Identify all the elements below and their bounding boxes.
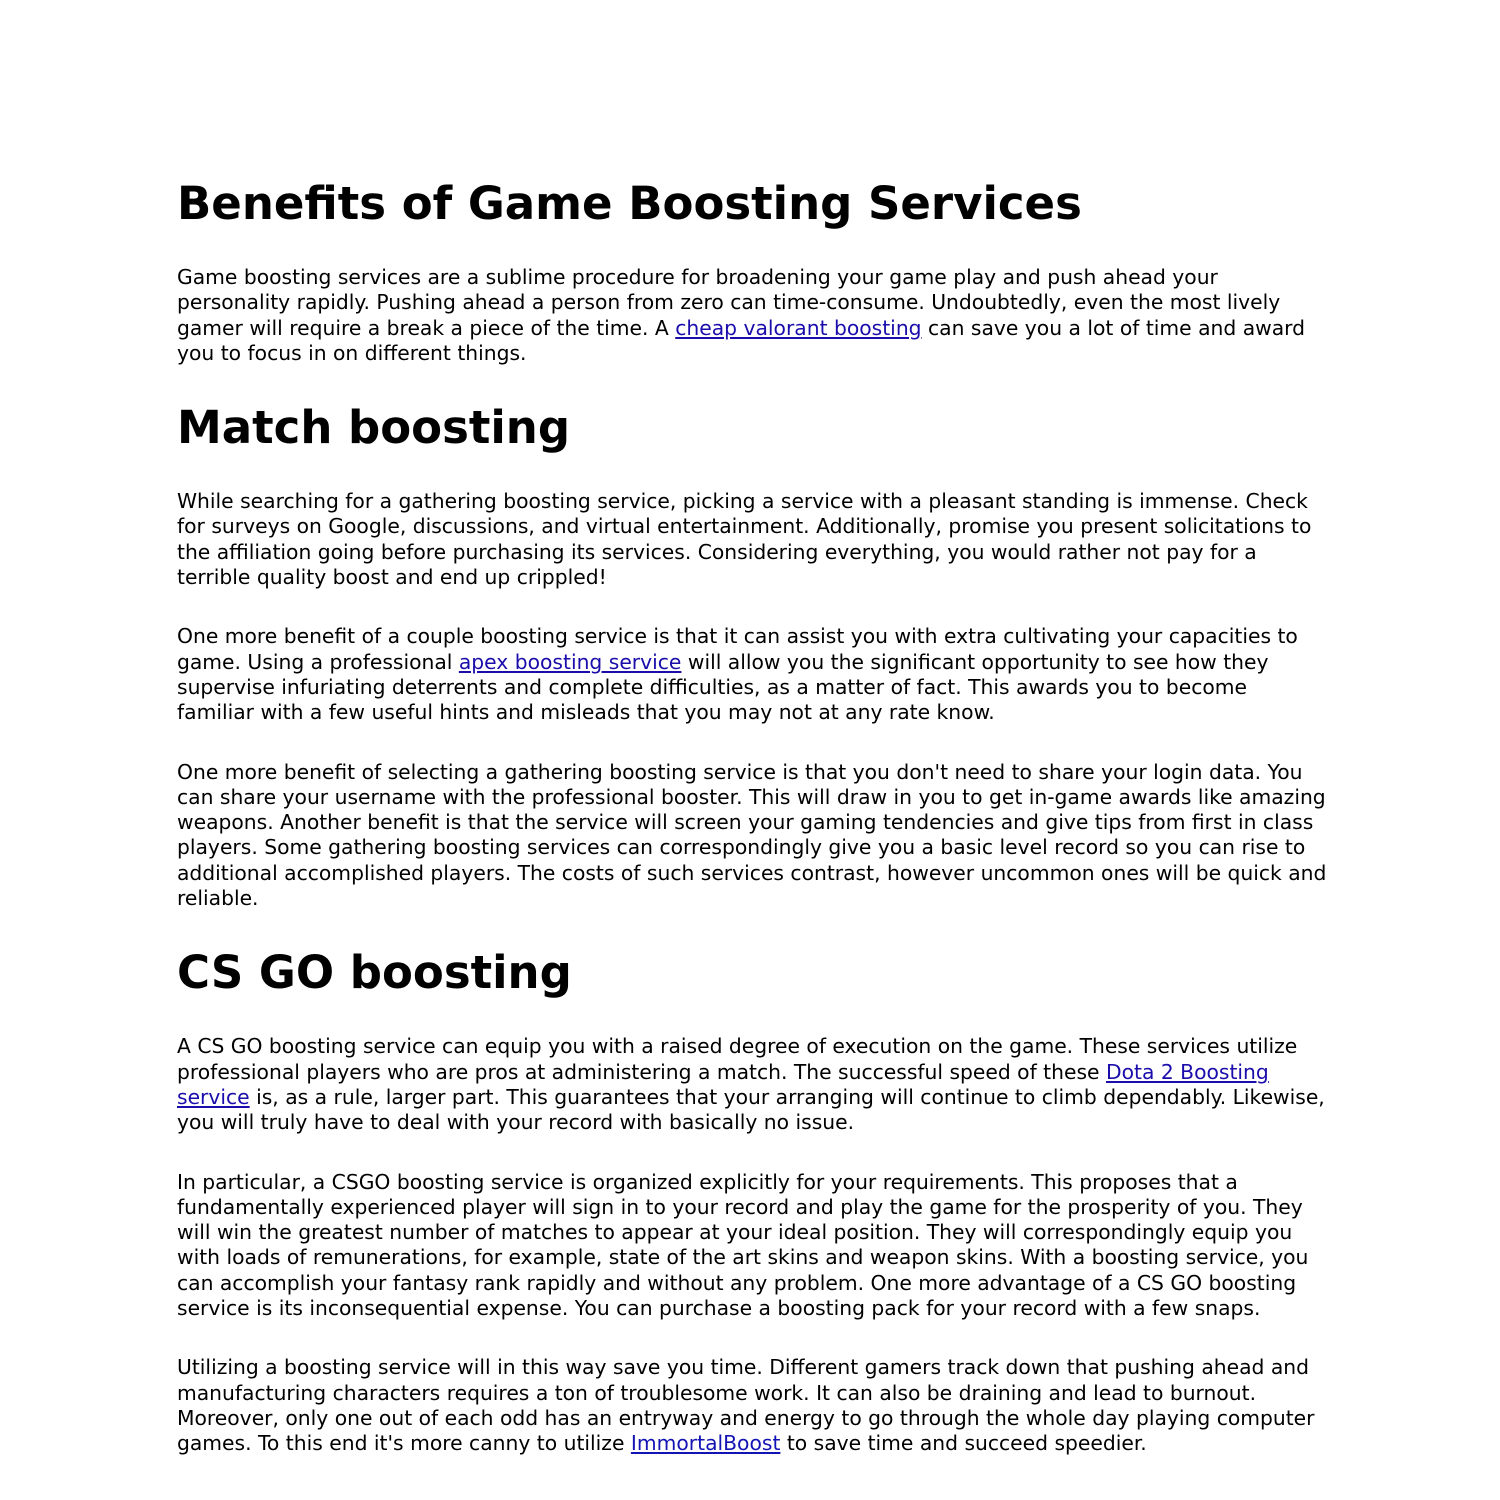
article-body xyxy=(177,176,1327,1457)
immortalboost-link[interactable]: ImmortalBoost xyxy=(630,1431,781,1456)
csgo-p1-text-before: A CS GO boosting service can equip you with a raised degree of execution on the game. These services utilize professional players who are pros at administering a match. The successful speed of these xyxy=(177,1034,1298,1084)
match-boosting-paragraph-2 xyxy=(177,624,1327,725)
section-heading-cs-go-boosting: CS GO boosting xyxy=(177,946,572,1000)
csgo-p3-text-after: to save time and succeed speedier. xyxy=(780,1431,1147,1456)
intro-text-before: Game boosting services are a sublime procedure for broadening your game play and push ahead your personality rapidly. Pushing ahead a person from zero can time-consume. Undoubtedly, even the most lively gamer will require a break a piece of the time. A xyxy=(177,265,1281,340)
apex-boosting-service-link[interactable]: apex boosting service xyxy=(458,649,682,674)
csgo-p3-text-before: Utilizing a boosting service will in this way save you time. Different gamers track down that pushing ahead and manufacturing characters requires a ton of troublesome work. It can also be draining and lead to burnout. Moreover, only one out of each odd has an entryway and energy to go through the whole day playing computer games. To this end it's more canny to utilize xyxy=(177,1355,1315,1456)
intro-text-after: can save you a lot of time and award you to focus in on different things. xyxy=(177,315,1305,365)
csgo-boosting-paragraph-3 xyxy=(177,1355,1327,1456)
csgo-boosting-paragraph-1 xyxy=(177,1034,1327,1135)
match-p2-text-before: One more benefit of a couple boosting service is that it can assist you with extra cultivating your capacities to game. Using a professional xyxy=(177,624,1298,674)
cheap-valorant-boosting-link[interactable]: cheap valorant boosting xyxy=(675,315,922,340)
csgo-p1-text-after: is, as a rule, larger part. This guarantees that your arranging will continue to climb dependably. Likewise, you will truly have to deal with your record with basically no issue. xyxy=(177,1084,1325,1135)
intro-paragraph xyxy=(177,265,1327,366)
section-heading-match-boosting: Match boosting xyxy=(177,401,571,455)
match-boosting-paragraph-3: One more benefit of selecting a gathering boosting service is that you don't need to share your login data. You can share your username with the professional booster. This will draw in you to get in-game awards like amazing weapons. Another benefit is that the service will screen your gaming tendencies and give tips from first in class players. Some gathering boosting services can correspondingly give you a basic level record so you can rise to additional accomplished players. The costs of such services contrast, however uncommon ones will be quick and reliable. xyxy=(177,759,1327,911)
match-p2-text-after: will allow you the significant opportunity to see how they supervise infuriating deterrents and complete difficulties, as a matter of fact. This awards you to become familiar with a few useful hints and misleads that you may not at any rate know. xyxy=(177,649,1269,725)
match-boosting-paragraph-1: While searching for a gathering boosting service, picking a service with a pleasant standing is immense. Check for surveys on Google, discussions, and virtual entertainment. Additionally, promise you present solicitations to the affiliation going before purchasing its services. Considering everything, you would rather not pay for a terrible quality boost and end up crippled! xyxy=(177,489,1312,590)
page-title: Benefits of Game Boosting Services xyxy=(177,177,1082,230)
csgo-boosting-paragraph-2: In particular, a CSGO boosting service is organized explicitly for your requirements. This proposes that a fundamentally experienced player will sign in to your record and play the game for the prosperity of you. They will win the greatest number of matches to appear at your ideal position. They will correspondingly equip you with loads of remunerations, for example, state of the art skins and weapon skins. With a boosting service, you can accomplish your fantasy rank rapidly and without any problem. One more advantage of a CS GO boosting service is its inconsequential expense. You can purchase a boosting pack for your record with a few snaps. xyxy=(177,1169,1309,1321)
dota-2-boosting-service-link[interactable]: Dota 2 Boosting service xyxy=(177,1059,1269,1109)
